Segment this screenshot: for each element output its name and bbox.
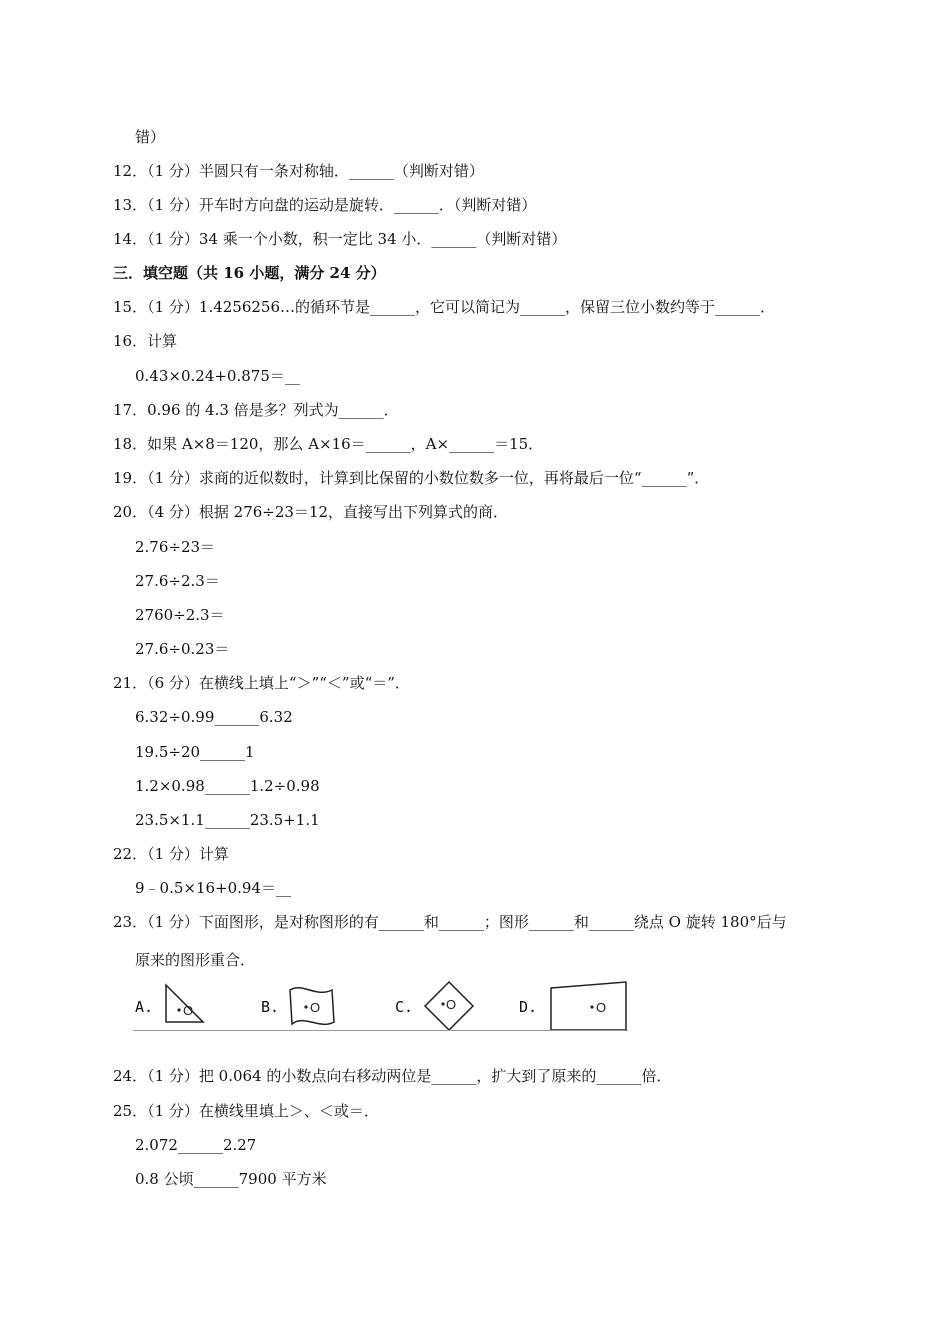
svg-text:O: O — [183, 1003, 194, 1018]
question-13: 13．（1 分）开车时方向盘的运动是旋转．______．（判断对错） — [113, 196, 537, 214]
figure-label-d: D. — [519, 998, 538, 1016]
figure-label-a: A. — [135, 998, 154, 1016]
question-25: 25．（1 分）在横线里填上＞、＜或＝． — [113, 1102, 379, 1120]
question-22-expr: 9﹣0.5×16+0.94＝__ — [135, 879, 292, 897]
question-20-item: 27.6÷0.23＝ — [135, 640, 230, 658]
triangle-figure — [163, 982, 208, 1026]
question-14: 14．（1 分）34 乘一个小数，积一定比 34 小．______（判断对错） — [113, 230, 567, 248]
question-21-item: 19.5÷20______1 — [135, 743, 255, 761]
question-15: 15．（1 分）1.4256256…的循环节是______，它可以简记为______，保留三位小数约等于______． — [113, 298, 776, 316]
flag-figure — [286, 982, 338, 1030]
question-23: 23．（1 分）下面图形，是对称图形的有______和______；图形______和______绕点 O 旋转 180°后与 — [113, 913, 787, 931]
question-21-item: 1.2×0.98______1.2÷0.98 — [135, 777, 320, 795]
section-heading: 三．填空题（共 16 小题，满分 24 分） — [113, 264, 386, 282]
question-12: 12．（1 分）半圆只有一条对称轴．______（判断对错） — [113, 162, 484, 180]
question-20: 20．（4 分）根据 276÷23＝12，直接写出下列算式的商． — [113, 503, 509, 521]
question-17: 17．0.96 的 4.3 倍是多？列式为______． — [113, 401, 399, 419]
question-21: 21．（6 分）在横线上填上“＞”“＜”或“＝”． — [113, 674, 410, 692]
figure-label-b: B. — [261, 998, 280, 1016]
question-22: 22．（1 分）计算 — [113, 845, 229, 863]
figure-label-c: C. — [395, 998, 414, 1016]
question-20-item: 27.6÷2.3＝ — [135, 572, 220, 590]
question-25-item: 2.072______2.27 — [135, 1136, 257, 1154]
question-18: 18．如果 A×8＝120，那么 A×16＝______，A×______＝15． — [113, 435, 544, 453]
question-20-item: 2.76÷23＝ — [135, 538, 216, 556]
question-19: 19．（1 分）求商的近似数时，计算到比保留的小数位数多一位，再将最后一位“______”． — [113, 469, 710, 487]
question-21-item: 6.32÷0.99______6.32 — [135, 708, 293, 726]
question-21-item: 23.5×1.1______23.5+1.1 — [135, 811, 320, 829]
question-16: 16．计算 — [113, 332, 178, 350]
diamond-figure — [423, 980, 475, 1032]
svg-text:O: O — [446, 997, 457, 1012]
question-24: 24．（1 分）把 0.064 的小数点向右移动两位是______，扩大到了原来的______倍． — [113, 1067, 672, 1085]
question-16-expr: 0.43×0.24+0.875＝__ — [135, 367, 300, 385]
question-25-item: 0.8 公顷______7900 平方米 — [135, 1170, 327, 1188]
figure-options — [133, 980, 628, 1032]
svg-text:O: O — [596, 1000, 607, 1015]
trapezoid-figure — [548, 980, 628, 1032]
figure-baseline — [133, 1030, 628, 1031]
question-20-item: 2760÷2.3＝ — [135, 606, 225, 624]
question-23-cont: 原来的图形重合． — [135, 951, 256, 969]
svg-text:O: O — [310, 1000, 321, 1015]
continuation-text: 错） — [135, 128, 166, 146]
